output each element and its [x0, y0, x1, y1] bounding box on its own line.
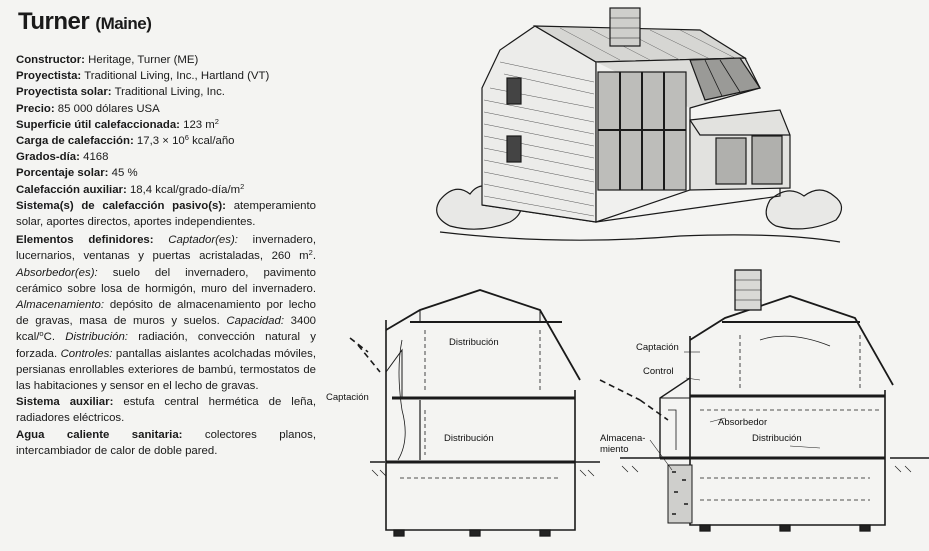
label-proyectista: Proyectista: [16, 70, 82, 83]
label-capacidad: Capacidad: [226, 315, 285, 328]
value-controles: pantallas aislantes acolchadas móviles, persianas enrollables exteriores de bambú, termostatos de las habitaciones y sensor en el lecho de gravas. [16, 347, 316, 393]
label-right-almacenamiento-1: Almacena- [600, 433, 646, 444]
title-main: Turner [18, 8, 90, 35]
sup-calefaccion-aux: 2 [240, 181, 245, 191]
value-capacidad: 3400 kcal/ [16, 315, 317, 344]
label-left-distribucion-bottom: Distribución [444, 433, 494, 444]
capacidad-end: C. [43, 331, 55, 344]
sup-superficie: 2 [214, 116, 219, 126]
label-absorbedor: Absorbedor(es): [16, 266, 98, 279]
left-section-drawing [350, 290, 600, 536]
label-porcentaje: Porcentaje solar: [16, 167, 109, 180]
label-left-distribucion-top: Distribución [449, 337, 499, 348]
value-absorbedor: suelo del invernadero, pavimento cerámico sobre losa de hormigón, muro del invernadero. [16, 266, 316, 295]
label-captador: Captador(es): [168, 234, 238, 247]
title-sub: (Maine) [95, 14, 152, 33]
sup-carga: 6 [184, 133, 189, 143]
value-superficie: 123 m [183, 118, 215, 131]
house-perspective-drawing [437, 8, 842, 242]
label-almacenamiento: Almacenamiento: [16, 299, 105, 312]
label-left-captacion: Captación [326, 392, 369, 403]
sup-captador: 2 [308, 248, 313, 258]
value-constructor: Heritage, Turner (ME) [88, 54, 199, 66]
value-proyectista-solar: Traditional Living, Inc. [114, 86, 225, 99]
label-distribucion: Distribución: [65, 331, 128, 344]
label-sistema-auxiliar: Sistema auxiliar: [16, 396, 114, 409]
value-captador: invernadero, lucernarios, ventanas y puertas acristaladas, 260 m [16, 234, 316, 263]
value-porcentaje: 45 % [111, 167, 138, 180]
value-proyectista: Traditional Living, Inc., Hartland (VT) [84, 70, 270, 83]
sup-capacidad: o [39, 329, 44, 339]
label-elementos: Elementos definidores: [16, 234, 154, 247]
value-calefaccion-aux: 18,4 kcal/grado-día/m [129, 183, 241, 196]
value-distribucion: radiación, convección natural y forzada. [16, 331, 316, 360]
value-carga-b: kcal/año [188, 135, 235, 148]
label-right-captacion: Captación [636, 342, 679, 353]
label-right-absorbedor: Absorbedor [718, 417, 768, 428]
label-precio: Precio: [16, 102, 55, 115]
label-constructor: Constructor: [16, 54, 85, 66]
value-grados: 4168 [83, 151, 109, 164]
label-superficie: Superficie útil calefaccionada: [16, 118, 180, 131]
label-sistemas-pasivos: Sistema(s) de calefacción pasivo(s): [16, 199, 226, 212]
value-precio: 85 000 dólares USA [57, 102, 160, 115]
label-agua: Agua caliente sanitaria: [16, 428, 183, 441]
label-right-almacenamiento-2: miento [600, 444, 629, 455]
right-section-drawing [600, 270, 929, 531]
captador-end: . [312, 250, 316, 263]
label-grados: Grados-día: [16, 151, 80, 164]
value-sistema-auxiliar: estufa central hermética de leña, radiadores eléctricos. [16, 396, 316, 425]
label-right-distribucion: Distribución [752, 433, 802, 444]
value-agua: colectores planos, intercambiador de calor de doble pared. [16, 428, 317, 457]
label-controles: Controles: [60, 347, 113, 360]
label-right-control: Control [643, 366, 674, 377]
label-carga: Carga de calefacción: [16, 135, 134, 148]
label-calefaccion-aux: Calefacción auxiliar: [16, 183, 127, 196]
value-almacenamiento: depósito de almacenamiento por lecho de gravas, masa de muros y suelos. [16, 299, 316, 328]
value-sistemas-pasivos: atemperamiento solar, aportes directos, aportes independientes. [16, 199, 316, 229]
value-carga-a: 17,3 × 10 [136, 135, 185, 148]
label-proyectista-solar: Proyectista solar: [16, 86, 112, 99]
